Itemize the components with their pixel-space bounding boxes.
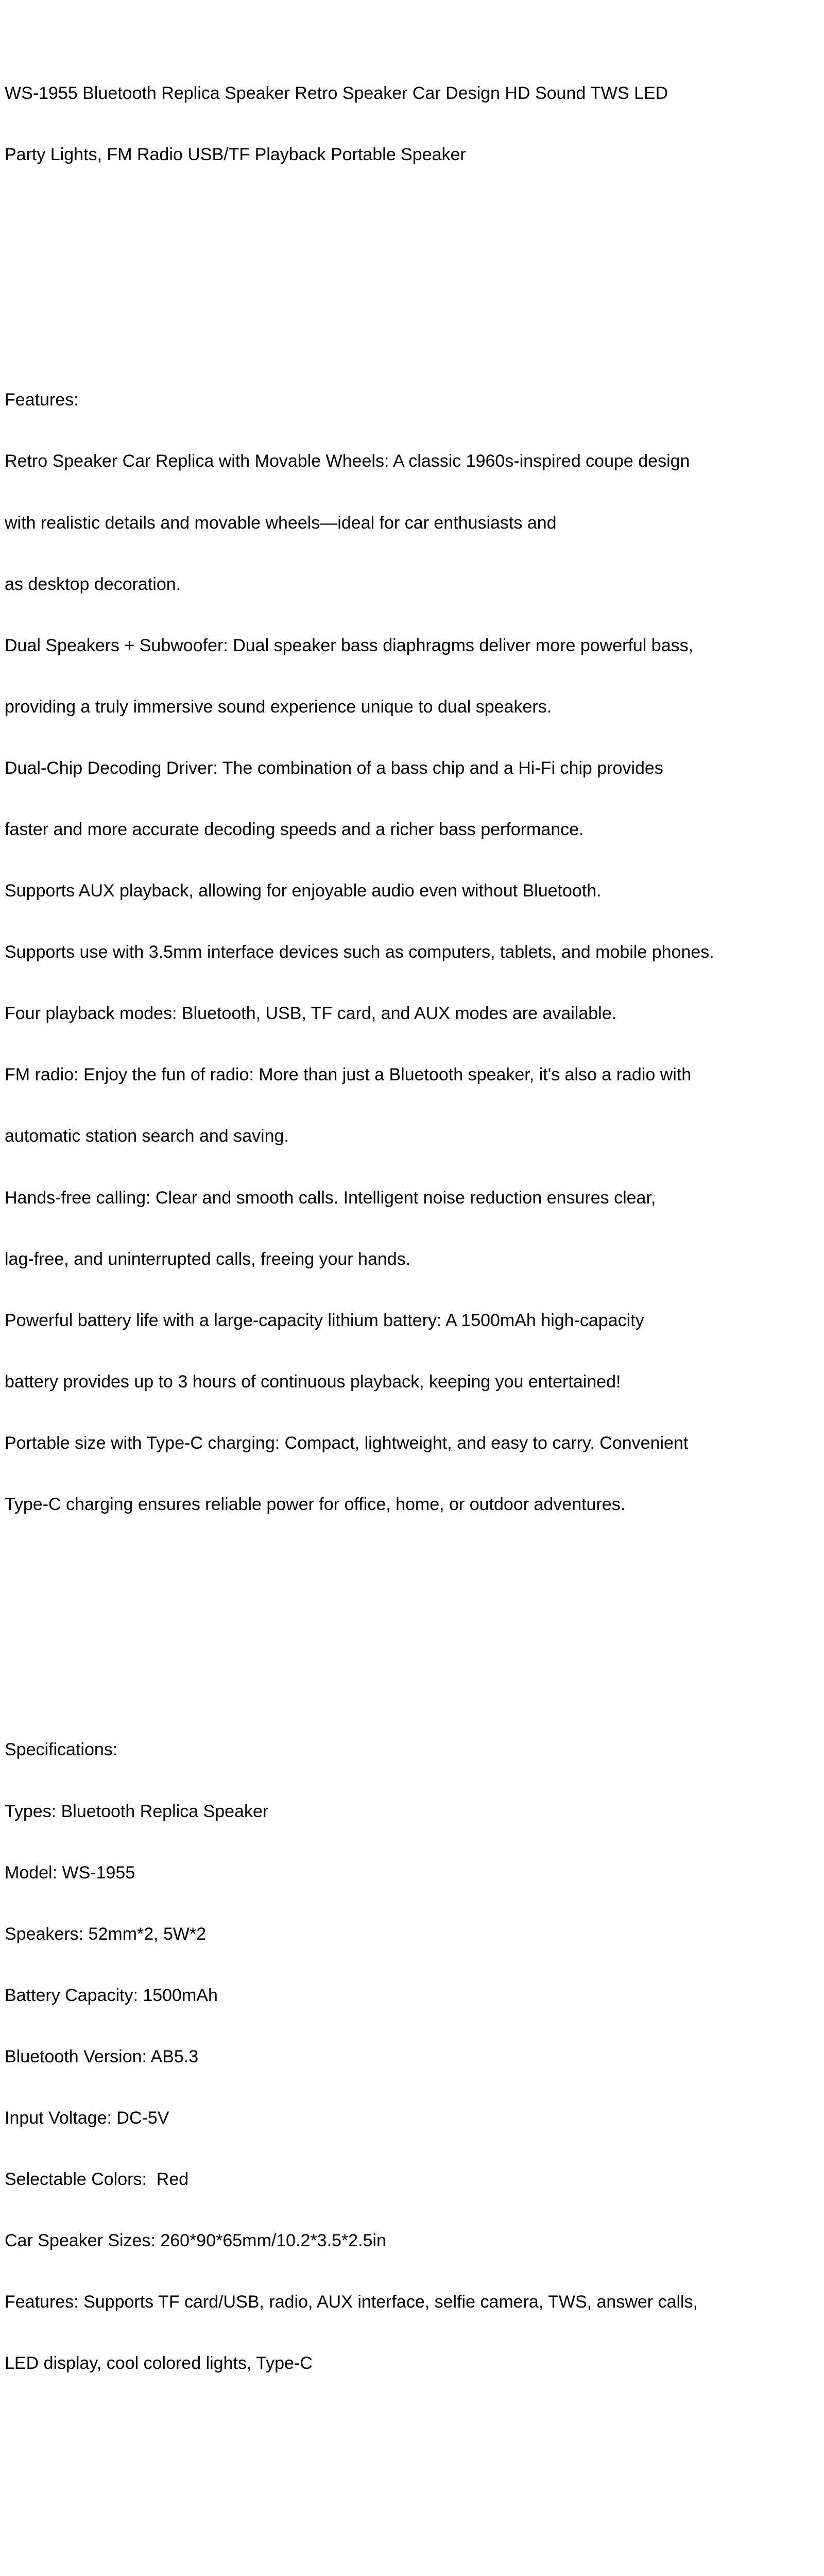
spec-line: Speakers: 52mm*2, 5W*2 — [5, 1924, 207, 1944]
feature-line: automatic station search and saving. — [5, 1126, 289, 1146]
feature-line: Retro Speaker Car Replica with Movable Wheels: A classic 1960s-inspired coupe design — [5, 451, 690, 471]
title-line: Party Lights, FM Radio USB/TF Playback Portable Speaker — [5, 144, 466, 164]
feature-line: providing a truly immersive sound experience unique to dual speakers. — [5, 697, 552, 717]
feature-line: with realistic details and movable wheels—ideal for car enthusiasts and — [5, 513, 557, 533]
feature-line: Type-C charging ensures reliable power for office, home, or outdoor adventures. — [5, 1495, 626, 1514]
spec-line: Input Voltage: DC-5V — [5, 2108, 169, 2128]
spec-line: Selectable Colors: Red — [5, 2170, 189, 2190]
title-line: WS-1955 Bluetooth Replica Speaker Retro Speaker Car Design HD Sound TWS LED — [5, 83, 668, 103]
feature-line: FM radio: Enjoy the fun of radio: More than just a Bluetooth speaker, it's also a radio with — [5, 1065, 692, 1085]
features-section — [5, 349, 821, 1556]
package-section — [5, 2558, 821, 2576]
feature-line: Dual-Chip Decoding Driver: The combination of a bass chip and a Hi-Fi chip provides — [5, 758, 663, 778]
specifications-section — [5, 1699, 821, 2415]
feature-line: Supports use with 3.5mm interface devices such as computers, tablets, and mobile phones. — [5, 942, 714, 962]
feature-line: Supports AUX playback, allowing for enjoyable audio even without Bluetooth. — [5, 881, 602, 901]
spacer — [5, 1617, 821, 1638]
feature-line: Powerful battery life with a large-capacity lithium battery: A 1500mAh high-capacity — [5, 1310, 644, 1330]
spacer — [5, 267, 821, 288]
spec-line: LED display, cool colored lights, Type-C — [5, 2353, 313, 2374]
specifications-heading: Specifications: — [5, 1740, 118, 1760]
spacer — [5, 2477, 821, 2497]
feature-line: Four playback modes: Bluetooth, USB, TF card, and AUX modes are available. — [5, 1004, 617, 1024]
spec-line: Features: Supports TF card/USB, radio, AUX interface, selfie camera, TWS, answer calls, — [5, 2292, 698, 2312]
feature-line: faster and more accurate decoding speeds and a richer bass performance. — [5, 819, 584, 839]
feature-line: Hands-free calling: Clear and smooth calls. Intelligent noise reduction ensures clear, — [5, 1188, 656, 1208]
features-heading: Features: — [5, 390, 79, 410]
feature-line: Portable size with Type-C charging: Compact, lightweight, and easy to carry. Convenient — [5, 1433, 689, 1453]
feature-line: Dual Speakers + Subwoofer: Dual speaker bass diaphragms deliver more powerful bass, — [5, 635, 694, 655]
spec-line: Car Speaker Sizes: 260*90*65mm/10.2*3.5*2.5in — [5, 2231, 386, 2251]
product-description-document — [5, 2, 821, 2576]
product-title — [5, 42, 821, 206]
feature-line: as desktop decoration. — [5, 574, 181, 594]
feature-line: battery provides up to 3 hours of continuous playback, keeping you entertained! — [5, 1371, 621, 1392]
spec-line: Model: WS-1955 — [5, 1862, 135, 1883]
feature-line: lag-free, and uninterrupted calls, freeing your hands. — [5, 1249, 411, 1269]
spec-line: Types: Bluetooth Replica Speaker — [5, 1801, 269, 1821]
spec-line: Bluetooth Version: AB5.3 — [5, 2046, 199, 2066]
spec-line: Battery Capacity: 1500mAh — [5, 1985, 218, 2005]
